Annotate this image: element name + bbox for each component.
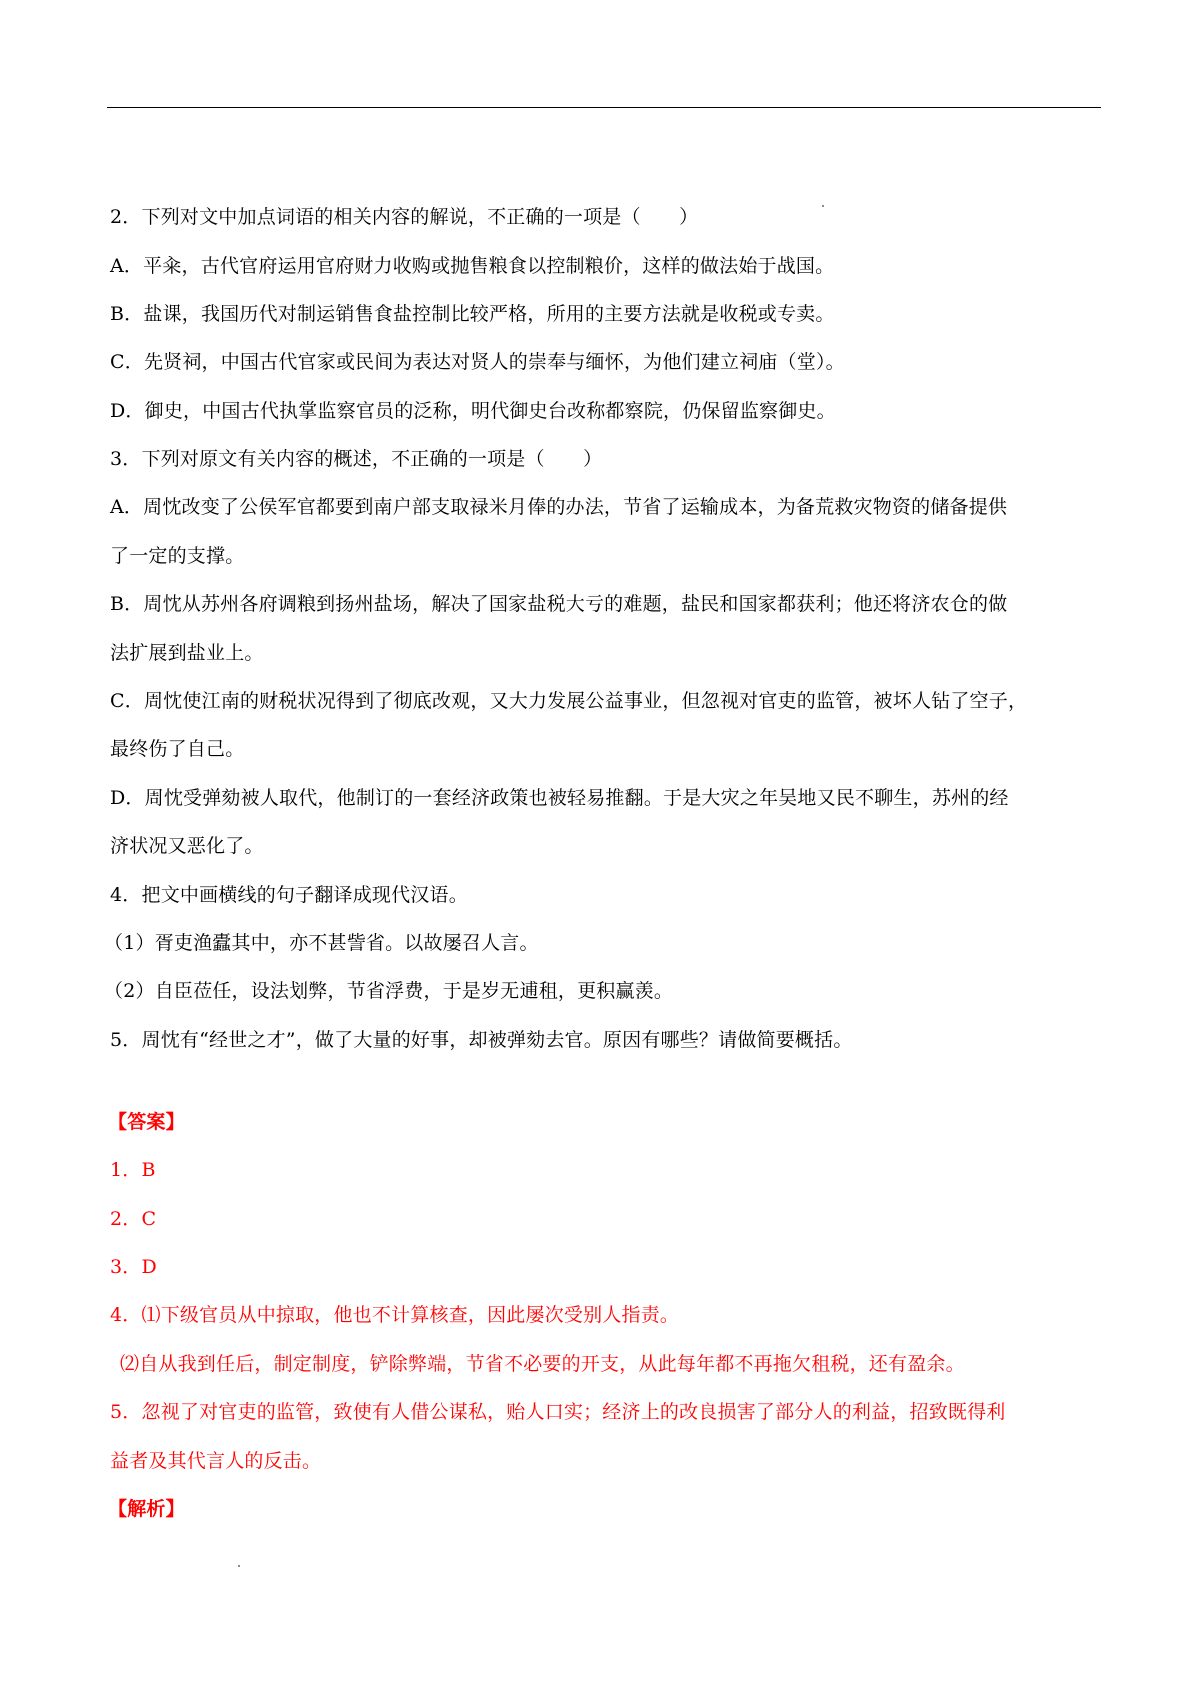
answer-1: 1．B [110, 1159, 156, 1181]
analysis-heading: 【解析】 [108, 1498, 185, 1520]
question-3-option-c-line1: C．周忱使江南的财税状况得到了彻底改观，又大力发展公益事业，但忽视对官吏的监管，被坏人钻了空子， [110, 690, 1028, 712]
answer-5-line2: 益者及其代言人的反击。 [110, 1450, 322, 1472]
answer-heading: 【答案】 [108, 1111, 185, 1133]
question-4-sentence-1: （1）胥吏渔蠹其中，亦不甚訾省。以故屡召人言。 [104, 932, 539, 954]
question-2-stem: 2．下列对文中加点词语的相关内容的解说，不正确的一项是（ ） [110, 206, 699, 228]
question-2-option-d: D．御史，中国古代执掌监察官员的泛称，明代御史台改称都察院，仍保留监察御史。 [110, 400, 836, 422]
answer-2: 2．C [110, 1208, 157, 1230]
question-3-option-b-line1: B．周忱从苏州各府调粮到扬州盐场，解决了国家盐税大亏的难题，盐民和国家都获利；他还将济农仓的做 [110, 593, 1008, 615]
question-4-stem: 4．把文中画横线的句子翻译成现代汉语。 [110, 884, 468, 906]
answer-5-line1: 5．忽视了对官吏的监管，致使有人借公谋私，贻人口实；经济上的改良损害了部分人的利益，招致既得利 [110, 1401, 1006, 1423]
question-3-option-a-line1: A．周忱改变了公侯军官都要到南户部支取禄米月俸的办法，节省了运输成本，为备荒救灾物资的储备提供 [110, 496, 1008, 518]
speck-mark [822, 205, 824, 207]
answer-3: 3．D [110, 1256, 157, 1278]
speck-mark [238, 1565, 240, 1567]
question-3-stem: 3．下列对原文有关内容的概述，不正确的一项是（ ） [110, 448, 603, 470]
question-3-option-d-line2: 济状况又恶化了。 [110, 835, 264, 857]
question-2-option-c: C．先贤祠，中国古代官家或民间为表达对贤人的崇奉与缅怀，为他们建立祠庙（堂）。 [110, 351, 845, 373]
question-5-stem: 5．周忱有“经世之才”，做了大量的好事，却被弹劾去官。原因有哪些？请做简要概括。 [110, 1029, 853, 1051]
header-rule [107, 107, 1101, 108]
question-4-sentence-2: （2）自臣莅任，设法划弊，节省浮费，于是岁无逋租，更积赢羡。 [104, 980, 674, 1002]
answer-4-part-1: 4．⑴下级官员从中掠取，他也不计算核查，因此屡次受别人指责。 [110, 1304, 680, 1326]
question-3-option-a-line2: 了一定的支撑。 [110, 545, 245, 567]
question-2-option-b: B．盐课，我国历代对制运销售食盐控制比较严格，所用的主要方法就是收税或专卖。 [110, 303, 835, 325]
question-3-option-d-line1: D．周忱受弹劾被人取代，他制订的一套经济政策也被轻易推翻。于是大灾之年吴地又民不聊生，苏州的经 [110, 787, 1009, 809]
answer-4-part-2: ⑵自从我到任后，制定制度，铲除弊端，节省不必要的开支，从此每年都不再拖欠租税，还有盈余。 [120, 1353, 965, 1375]
question-3-option-b-line2: 法扩展到盐业上。 [110, 642, 264, 664]
question-3-option-c-line2: 最终伤了自己。 [110, 738, 245, 760]
question-2-option-a: A．平籴，古代官府运用官府财力收购或抛售粮食以控制粮价，这样的做法始于战国。 [110, 255, 835, 277]
